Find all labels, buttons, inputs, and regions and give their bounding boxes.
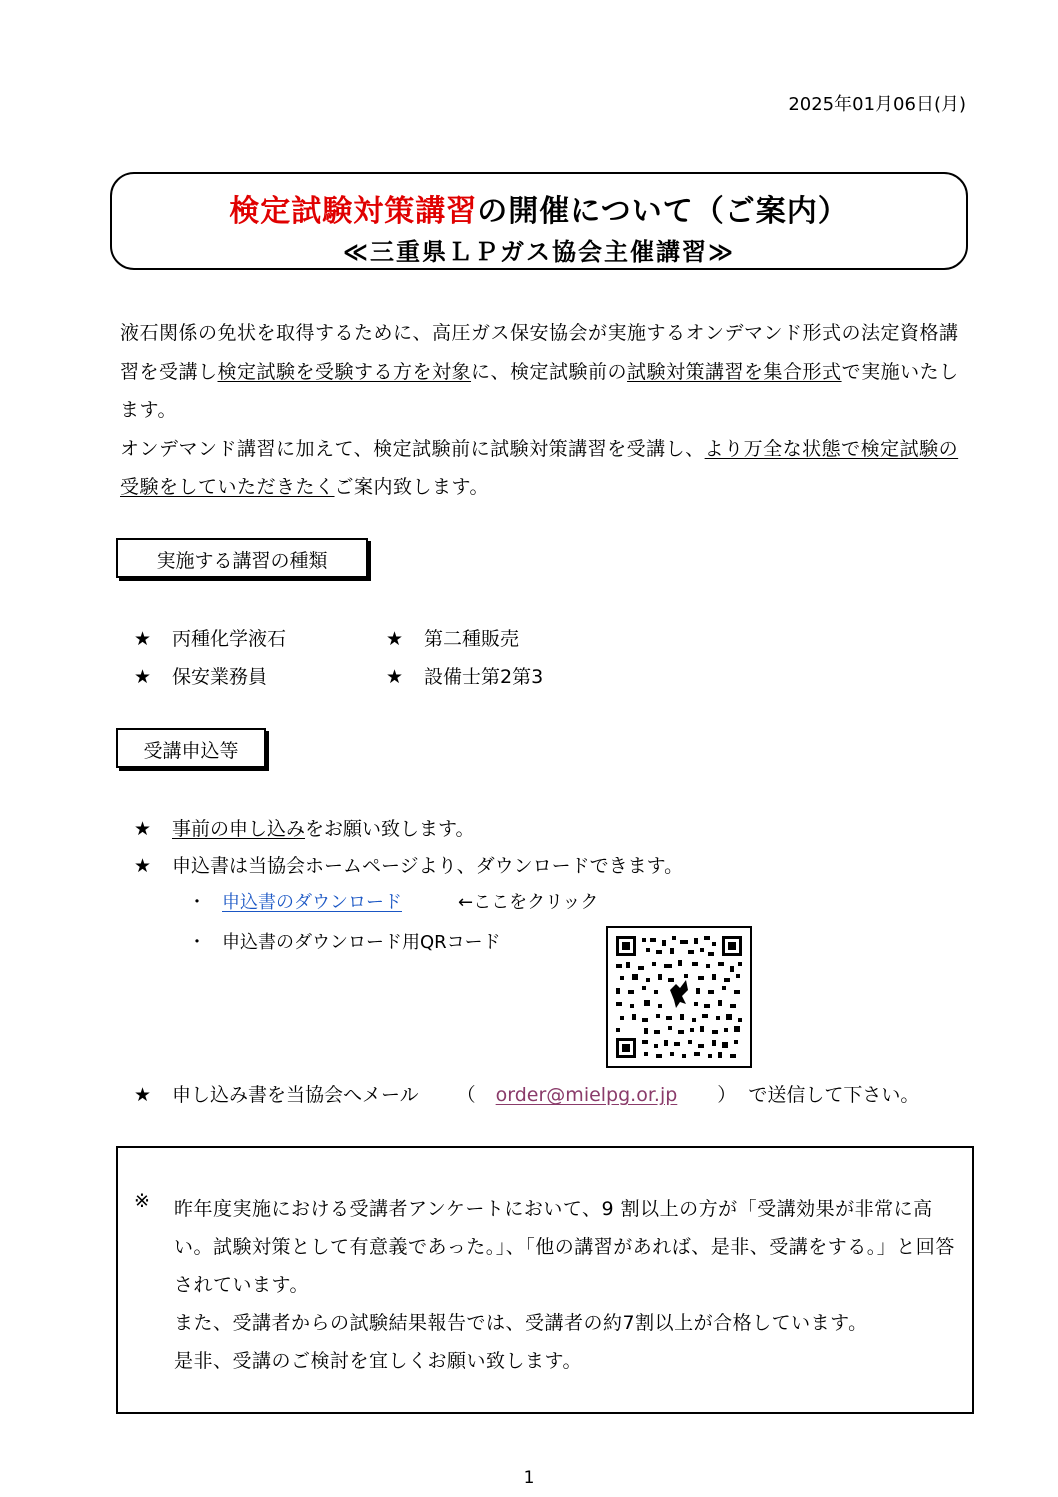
- email-instruction-row: [134, 1080, 974, 1107]
- course-item: [386, 624, 519, 651]
- page-subtitle: ≪三重県ＬＰガス協会主催講習≫: [342, 238, 736, 266]
- note-text: [174, 1190, 964, 1380]
- note-closing-text: 是非、受講のご検討を宜しくお願い致します。: [174, 1350, 582, 1372]
- page-title: [112, 186, 966, 230]
- bullet-icon: ・: [188, 932, 206, 953]
- document-date: 2025年01月06日(月): [788, 94, 966, 115]
- email-link[interactable]: order@mielpg.or.jp: [495, 1084, 678, 1106]
- page-number: 1: [523, 1468, 535, 1488]
- email-instruction-tail: で送信して下さい。: [748, 1084, 920, 1106]
- intro-p2-underline: より万全な状態で検定試験の受験をしていただきたく: [120, 437, 959, 498]
- star-icon: ★: [134, 818, 152, 840]
- download-link-row: [188, 888, 598, 914]
- qr-code-image[interactable]: [606, 926, 752, 1068]
- star-icon: ★: [134, 628, 152, 650]
- click-hint: ←ここをクリック: [458, 892, 599, 913]
- note-box: [116, 1146, 974, 1414]
- note-survey-text: 昨年度実施における受講者アンケートにおいて、9 割以上の方が「受講効果が非常に高い。試験対策として有意義であった。」、「他の講習があれば、是非、受講をする。」と回答されています。: [174, 1198, 955, 1296]
- intro-p1-a: 液石関係の免状を取得するために、高圧ガス保安協会が実施するオンデマンド形式の法定資格講習を受講し: [120, 322, 959, 383]
- qr-code-icon: [608, 928, 750, 1066]
- intro-text: [120, 314, 960, 507]
- star-icon: ★: [386, 628, 404, 650]
- intro-p2-b: ご案内致します。: [334, 476, 489, 498]
- email-instruction-text: 申し込み書を当協会へメール: [172, 1084, 419, 1106]
- paren-close: ）: [717, 1084, 737, 1106]
- section-heading-course-types: 実施する講習の種類: [116, 538, 368, 578]
- download-info-text: 申込書は当協会ホームページより、ダウンロードできます。: [172, 855, 684, 877]
- note-mark: ※: [134, 1190, 150, 1212]
- section-heading-application: 受講申込等: [116, 728, 266, 768]
- star-icon: ★: [386, 666, 404, 688]
- intro-p1-underline2: 試験対策講習を集合形式: [627, 360, 842, 383]
- title-box: [110, 172, 968, 270]
- star-icon: ★: [134, 666, 152, 688]
- star-icon: ★: [134, 855, 152, 877]
- course-item: [134, 624, 286, 651]
- course-item: [386, 662, 543, 689]
- note-result-text: また、受講者からの試験結果報告では、受講者の約7割以上が合格しています。: [174, 1312, 868, 1334]
- intro-p1-c: で実施いたします。: [120, 360, 959, 421]
- title-rest: の開催について（ご案内）: [477, 194, 849, 229]
- star-icon: ★: [134, 1084, 152, 1106]
- application-item-rest: をお願い致します。: [305, 818, 475, 840]
- title-highlight: 検定試験対策講習: [229, 194, 478, 229]
- download-link[interactable]: 申込書のダウンロード: [222, 892, 402, 913]
- paren-open: （: [456, 1084, 476, 1106]
- bullet-icon: ・: [188, 892, 206, 913]
- advance-application-text: 事前の申し込み: [172, 818, 306, 840]
- intro-p1-underline1: 検定試験を受験する方を対象: [217, 360, 472, 383]
- intro-p2-a: オンデマンド講習に加えて、検定試験前に試験対策講習を受講し、: [120, 437, 705, 460]
- application-item: [134, 814, 475, 841]
- course-item-label: 丙種化学液石: [172, 628, 287, 650]
- course-item-label: 第二種販売: [424, 628, 520, 650]
- qr-label-row: [188, 928, 501, 954]
- application-item: [134, 851, 683, 878]
- qr-label: 申込書のダウンロード用QRコード: [222, 932, 501, 953]
- course-item: [134, 662, 267, 689]
- course-item-label: 保安業務員: [172, 666, 268, 688]
- intro-p1-b: に、検定試験前の: [471, 360, 628, 383]
- course-item-label: 設備士第2第3: [424, 666, 544, 688]
